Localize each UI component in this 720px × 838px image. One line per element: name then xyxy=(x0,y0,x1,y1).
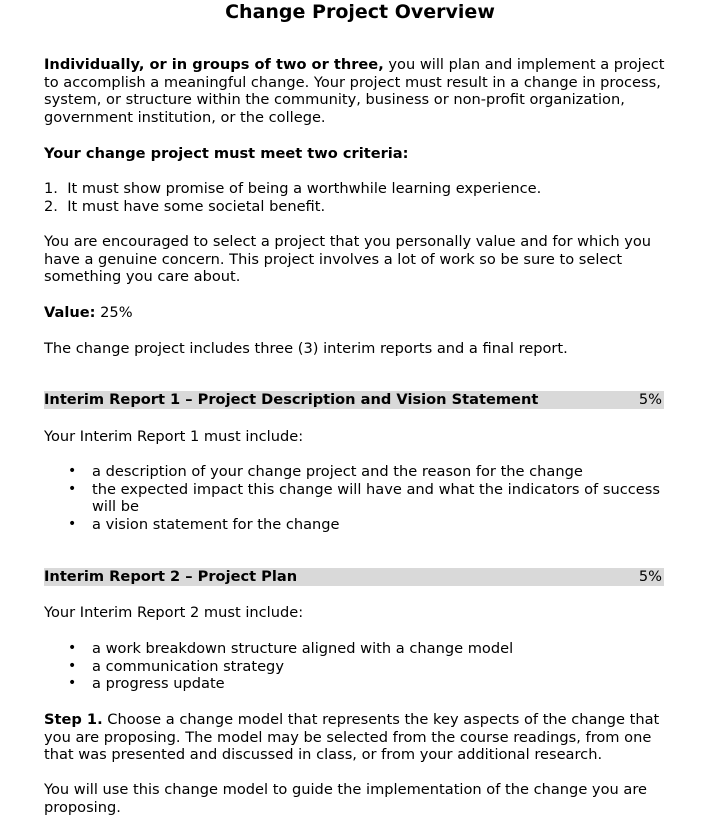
list-item xyxy=(44,675,664,693)
bullet-icon: • xyxy=(68,515,77,532)
list-item-text: the expected impact this change will have and what the indicators of success will be xyxy=(92,480,660,515)
step1-label: Step 1. xyxy=(44,711,103,728)
value-amount: 25% xyxy=(95,304,133,321)
report2-list xyxy=(44,640,664,693)
report2-title: Interim Report 2 – Project Plan xyxy=(44,568,298,585)
intro-lead: Individually, or in groups of two or three, xyxy=(44,56,384,73)
list-item xyxy=(44,481,664,516)
section-header-report2 xyxy=(44,568,664,586)
list-item xyxy=(44,463,664,481)
report1-percent: 5% xyxy=(638,391,662,408)
bullet-icon: • xyxy=(68,675,77,691)
criteria-list xyxy=(44,180,674,215)
list-item xyxy=(44,640,664,658)
step1-paragraph xyxy=(44,711,674,764)
report1-title: Interim Report 1 – Project Description and Vision Statement xyxy=(44,391,539,408)
list-item xyxy=(44,658,664,676)
list-item-text: a vision statement for the change xyxy=(92,515,340,533)
report2-percent: 5% xyxy=(638,568,662,585)
criteria-heading: Your change project must meet two criteria: xyxy=(44,145,409,162)
report2-intro: Your Interim Report 2 must include: xyxy=(44,604,304,621)
page-title: Change Project Overview xyxy=(225,1,495,23)
report1-intro: Your Interim Report 1 must include: xyxy=(44,428,304,445)
criteria-number: 2. xyxy=(44,197,58,215)
criteria-item xyxy=(44,198,674,216)
encourage-paragraph: You are encouraged to select a project that you personally value and for which you have a genuine concern. This project involves a lot of work so be sure to select something you care about. xyxy=(44,233,652,285)
list-item-text: a communication strategy xyxy=(92,657,284,675)
section-header-report1 xyxy=(44,391,664,409)
report1-list xyxy=(44,463,664,533)
list-item-text: a work breakdown structure aligned with a change model xyxy=(92,640,514,657)
criteria-text: It must show promise of being a worthwhile learning experience. xyxy=(67,180,542,197)
value-label: Value: xyxy=(44,304,96,321)
bullet-icon: • xyxy=(68,463,77,479)
value-line xyxy=(44,304,674,322)
list-item-text: a progress update xyxy=(92,675,225,692)
step1-text: Choose a change model that represents the key aspects of the change that you are proposing. The model may be selected from the course readings, from one that was presented and discussed in class, or from your additional research. xyxy=(44,711,660,763)
list-item-text: a description of your change project and the reason for the change xyxy=(92,463,583,480)
bullet-icon: • xyxy=(68,640,77,656)
bullet-icon: • xyxy=(68,480,77,497)
list-item xyxy=(44,516,664,534)
bullet-icon: • xyxy=(68,657,77,674)
criteria-item xyxy=(44,180,674,198)
closing-paragraph: You will use this change model to guide the implementation of the change you are proposing. xyxy=(44,781,647,816)
intro-paragraph xyxy=(44,56,674,126)
criteria-number: 1. xyxy=(44,180,58,197)
includes-paragraph: The change project includes three (3) interim reports and a final report. xyxy=(44,340,568,357)
intro-text: you will plan and implement a project to accomplish a meaningful change. Your project must result in a change in process, system, or structure within the community, business or non-profit organization, government institution, or the college. xyxy=(44,56,665,126)
criteria-text: It must have some societal benefit. xyxy=(67,197,326,215)
